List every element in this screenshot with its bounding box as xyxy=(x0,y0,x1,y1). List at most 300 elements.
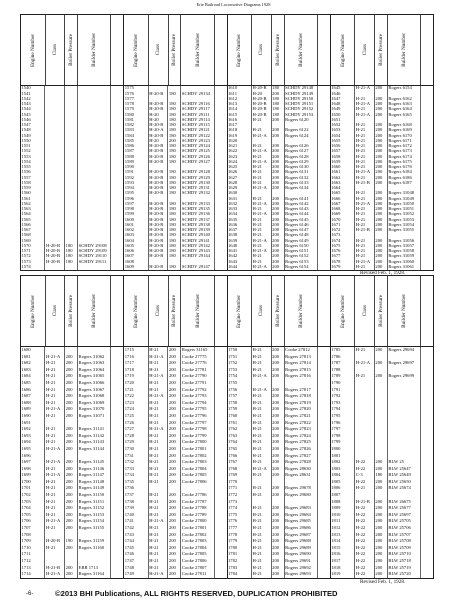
header-label: Class xyxy=(155,44,162,56)
builder-number-cell: Rogers 6169 xyxy=(388,128,421,133)
boiler-pressure-cell: 180 xyxy=(168,223,181,228)
class-cell: H-21 xyxy=(252,545,272,552)
class-cell: H-21 xyxy=(45,485,65,492)
header-label: Class xyxy=(361,44,368,56)
table-row xyxy=(21,518,123,525)
blank-cell xyxy=(421,406,433,413)
boiler-pressure-cell: 200 xyxy=(272,393,285,400)
class-cell: H-21 xyxy=(355,249,375,254)
builder-number-cell: BLW 25709 xyxy=(388,545,421,552)
engine-number-cell: 1662 xyxy=(331,175,355,180)
boiler-pressure-cell xyxy=(65,265,78,270)
boiler-pressure-cell: 200 xyxy=(272,154,285,159)
builder-number-cell: SCHDY 29135 xyxy=(181,207,214,212)
class-cell: H-21 xyxy=(252,367,272,374)
blank-cell xyxy=(111,459,123,466)
class-cell: H-21 xyxy=(149,446,169,453)
class-cell: H-21 xyxy=(149,512,169,519)
engine-number-cell: 1769 xyxy=(228,472,252,479)
engine-number-cell: 1660 xyxy=(331,165,355,170)
class-cell: H-21-A xyxy=(45,472,65,479)
class-cell xyxy=(355,420,375,427)
engine-number-cell: 1801 xyxy=(331,453,355,460)
boiler-pressure-cell: 200 xyxy=(65,472,78,479)
class-cell: H-20-B xyxy=(149,217,169,222)
class-cell: H-20-B xyxy=(149,238,169,243)
engine-number-cell: 1672 xyxy=(331,228,355,233)
builder-number-cell: Rogers 31141 xyxy=(78,426,111,433)
blank-cell xyxy=(421,479,433,486)
table-row xyxy=(124,532,226,539)
class-cell: H-21 xyxy=(355,223,375,228)
class-cell: H-21 xyxy=(252,259,272,264)
engine-number-cell: 1642 xyxy=(228,254,252,259)
builder-number-cell: Cooke 27804 xyxy=(181,545,214,552)
class-cell: H-21 xyxy=(45,367,65,374)
engine-number-cell: 1562 xyxy=(21,202,45,207)
class-cell: H-20-B xyxy=(149,228,169,233)
table-row xyxy=(331,439,433,446)
blank-cell xyxy=(111,472,123,479)
builder-number-cell: Rogers 31058 xyxy=(388,249,421,254)
table-row xyxy=(21,354,123,361)
builder-number-cell: Rogers 31054 xyxy=(388,223,421,228)
blank-cell xyxy=(215,499,227,506)
boiler-pressure-cell: 200 xyxy=(168,538,181,545)
boiler-pressure-cell xyxy=(65,558,78,565)
builder-number-cell: Cooke 27796 xyxy=(181,413,214,420)
boiler-pressure-cell: 200 xyxy=(375,191,388,196)
engine-number-cell: 1670 xyxy=(331,217,355,222)
blank-cell xyxy=(215,571,227,578)
builder-number-cell: BLW 25674 xyxy=(388,485,421,492)
boiler-pressure-cell: 200 xyxy=(272,233,285,238)
boiler-pressure-cell: 180 xyxy=(168,154,181,159)
class-cell: H-21 xyxy=(252,154,272,159)
engine-number-cell: 1757 xyxy=(228,393,252,400)
boiler-pressure-cell: 200 xyxy=(168,426,181,433)
class-cell: H-21 xyxy=(149,492,169,499)
header-label: Builder Number xyxy=(91,294,98,328)
boiler-pressure-cell: 200 xyxy=(375,551,388,558)
engine-number-cell: 1574 xyxy=(21,265,45,270)
class-cell: H-21 xyxy=(45,492,65,499)
builder-number-cell: Cooke 27792 xyxy=(181,387,214,394)
boiler-pressure-cell: 200 xyxy=(375,175,388,180)
builder-number-cell: Cooke 27805 xyxy=(181,472,214,479)
builder-number-cell: Rogers 29683 xyxy=(285,505,318,512)
class-cell: H-21 xyxy=(252,551,272,558)
boiler-pressure-cell: 200 xyxy=(168,499,181,506)
table-row xyxy=(331,565,433,572)
table-row xyxy=(124,558,226,565)
column-header-row xyxy=(21,276,123,347)
class-cell: H-21 xyxy=(355,149,375,154)
engine-number-cell: 1643 xyxy=(228,259,252,264)
builder-number-cell: Rogers 31063 xyxy=(78,360,111,367)
boiler-pressure-cell: 180 xyxy=(65,259,78,264)
boiler-pressure-cell: 200 xyxy=(375,532,388,539)
engine-number-cell: 1701 xyxy=(21,485,45,492)
builder-number-cell: SCHDY 29141 xyxy=(181,238,214,243)
table-row xyxy=(124,413,226,420)
builder-number-cell: Rogers 27819 xyxy=(285,400,318,407)
builder-number-cell: Cooke 27800 xyxy=(181,439,214,446)
boiler-pressure-cell: 200 xyxy=(272,551,285,558)
class-cell: H-20-B xyxy=(149,133,169,138)
boiler-pressure-cell: 200 xyxy=(375,223,388,228)
blank-header xyxy=(421,15,433,85)
class-cell: H-20-B xyxy=(149,223,169,228)
engine-number-cell: 1674 xyxy=(331,238,355,243)
boiler-pressure-cell xyxy=(375,446,388,453)
boiler-pressure-cell: 200 xyxy=(272,165,285,170)
engine-number-cell: 1589 xyxy=(124,160,148,165)
blank-cell xyxy=(421,387,433,394)
engine-number-cell: 1545 xyxy=(21,112,45,117)
class-cell: H-20-B xyxy=(149,102,169,107)
blank-cell xyxy=(318,439,330,446)
builder-number-header xyxy=(78,276,111,346)
table-row xyxy=(124,380,226,387)
boiler-pressure-cell: 180 xyxy=(272,112,285,117)
table-row xyxy=(21,406,123,413)
engine-number-cell: 1663 xyxy=(331,181,355,186)
class-cell: H-21-A xyxy=(45,571,65,578)
engine-number-cell: 1785 xyxy=(331,347,355,354)
blank-cell xyxy=(318,406,330,413)
class-cell: H-21-A xyxy=(252,238,272,243)
boiler-pressure-cell xyxy=(272,479,285,486)
builder-number-cell: Rogers 6143 xyxy=(285,207,318,212)
engine-number-cell: 1682 xyxy=(21,360,45,367)
blank-cell xyxy=(215,446,227,453)
class-cell: H-21-A xyxy=(252,160,272,165)
class-cell: H-20-B xyxy=(149,191,169,196)
class-cell: H-21 xyxy=(355,347,375,354)
table-row xyxy=(124,265,226,270)
class-cell: H-21-A xyxy=(252,186,272,191)
builder-number-cell: Rogers 6128 xyxy=(285,154,318,159)
builder-number-cell: Rogers 31057 xyxy=(388,244,421,249)
blank-cell xyxy=(318,571,330,578)
blank-cell xyxy=(111,373,123,380)
boiler-pressure-cell: 200 xyxy=(375,360,388,367)
engine-number-cell: 1655 xyxy=(331,139,355,144)
builder-number-cell: Rogers 6120 xyxy=(285,118,318,123)
engine-number-cell: 1802 xyxy=(331,459,355,466)
blank-cell xyxy=(111,518,123,525)
blank-cell xyxy=(318,367,330,374)
table-row xyxy=(331,485,433,492)
class-cell: H-21 xyxy=(149,532,169,539)
blank-cell xyxy=(111,426,123,433)
table-row xyxy=(228,354,330,361)
builder-number-cell: SCHDY 29134 xyxy=(181,91,214,96)
column-group xyxy=(331,276,433,578)
table-row xyxy=(21,565,123,572)
engine-number-cell: 1556 xyxy=(21,170,45,175)
table-row xyxy=(228,505,330,512)
builder-number-cell xyxy=(78,558,111,565)
engine-number-cell: 1593 xyxy=(124,181,148,186)
blank-cell xyxy=(215,518,227,525)
builder-number-cell xyxy=(285,380,318,387)
boiler-pressure-cell: 200 xyxy=(272,485,285,492)
class-cell: H-22 xyxy=(355,558,375,565)
column-group xyxy=(21,276,124,578)
boiler-pressure-cell: 200 xyxy=(168,551,181,558)
engine-number-cell: 1705 xyxy=(21,512,45,519)
class-cell: H-21 xyxy=(252,525,272,532)
boiler-pressure-cell xyxy=(375,420,388,427)
table-row xyxy=(228,406,330,413)
boiler-pressure-cell: 200 xyxy=(168,492,181,499)
builder-number-cell: Rogers 27813 xyxy=(285,354,318,361)
builder-number-cell: Rogers 6170 xyxy=(388,133,421,138)
boiler-pressure-cell: 180 xyxy=(168,128,181,133)
table-row xyxy=(228,545,330,552)
builder-number-cell: SCHDY 29130 xyxy=(181,181,214,186)
blank-cell xyxy=(215,558,227,565)
header-label: Boiler Pressure xyxy=(377,295,384,327)
class-cell: H-22 xyxy=(355,518,375,525)
boiler-pressure-cell: 200 xyxy=(65,565,78,572)
builder-number-cell: Rogers 29697 xyxy=(388,360,421,367)
header-label: Builder Number xyxy=(401,294,407,328)
boiler-pressure-cell: 180 xyxy=(168,107,181,112)
blank-cell xyxy=(421,360,433,367)
engine-number-cell: 1694 xyxy=(21,439,45,446)
table-row xyxy=(228,532,330,539)
header-label: Engine Number xyxy=(339,294,346,328)
table-row xyxy=(21,265,123,270)
builder-number-cell: Rogers 27823 xyxy=(285,426,318,433)
table-row xyxy=(21,545,123,552)
boiler-pressure-cell: 180 xyxy=(168,254,181,259)
builder-number-cell: Rogers 29691 xyxy=(285,558,318,565)
blank-cell xyxy=(318,426,330,433)
builder-number-cell: Rogers 31048 xyxy=(388,191,421,196)
boiler-pressure-cell: 200 xyxy=(65,360,78,367)
boiler-pressure-cell xyxy=(65,347,78,354)
boiler-pressure-cell: 200 xyxy=(65,373,78,380)
boiler-pressure-cell xyxy=(272,499,285,506)
class-header xyxy=(46,15,66,85)
builder-number-cell: Rogers 6122 xyxy=(285,128,318,133)
builder-number-cell: SCHDY 29149 xyxy=(285,91,318,96)
blank-cell xyxy=(111,406,123,413)
boiler-pressure-cell: 200 xyxy=(375,373,388,380)
boiler-pressure-cell: 200 xyxy=(65,512,78,519)
builder-number-cell: Cooke 27799 xyxy=(181,433,214,440)
engine-number-cell: 1754 xyxy=(228,373,252,380)
engine-number-cell: 1777 xyxy=(228,525,252,532)
engine-number-cell: 1673 xyxy=(331,233,355,238)
class-cell: H-21 xyxy=(252,433,272,440)
engine-number-cell: 1665 xyxy=(331,191,355,196)
engine-number-cell: 1748 xyxy=(124,565,148,572)
builder-number-cell: BLW 25697 xyxy=(388,512,421,519)
builder-number-cell: Rogers 6154 xyxy=(285,265,318,270)
boiler-pressure-cell: 180 xyxy=(168,191,181,196)
blank-cell xyxy=(111,492,123,499)
class-cell: H-21 xyxy=(252,393,272,400)
class-cell: H-21 xyxy=(252,400,272,407)
engine-number-cell: 1661 xyxy=(331,170,355,175)
class-cell: H-21 xyxy=(355,238,375,243)
boiler-pressure-header xyxy=(169,276,182,346)
class-cell xyxy=(252,479,272,486)
blank-header xyxy=(318,15,330,85)
class-cell: H-21 xyxy=(252,439,272,446)
engine-number-cell: 1623 xyxy=(228,154,252,159)
builder-number-cell: SCHDY 29129 xyxy=(181,175,214,180)
class-cell: H-21 xyxy=(355,191,375,196)
class-cell: H-21 xyxy=(355,207,375,212)
engine-number-cell: 1699 xyxy=(21,472,45,479)
table-row xyxy=(21,420,123,427)
engine-number-cell: 1548 xyxy=(21,128,45,133)
table-row xyxy=(124,400,226,407)
column-header-row xyxy=(331,276,433,347)
table-row xyxy=(228,426,330,433)
class-cell: H-20-B xyxy=(252,107,272,112)
builder-number-cell: Rogers 6151 xyxy=(285,249,318,254)
engine-number-cell: 1704 xyxy=(21,505,45,512)
engine-number-cell: 1761 xyxy=(228,420,252,427)
builder-number-cell: Cooke 27807 xyxy=(181,565,214,572)
engine-number-cell: 1724 xyxy=(124,406,148,413)
class-cell: H-22 xyxy=(355,565,375,572)
boiler-pressure-cell: 200 xyxy=(168,453,181,460)
builder-number-cell xyxy=(388,439,421,446)
class-cell: H-21 xyxy=(45,393,65,400)
class-cell: H-21-A xyxy=(45,446,65,453)
builder-number-cell: Rogers 31148 xyxy=(78,479,111,486)
boiler-pressure-cell: 200 xyxy=(375,265,388,270)
engine-number-cell: 1817 xyxy=(331,558,355,565)
blank-cell xyxy=(421,380,433,387)
table-row xyxy=(331,373,433,380)
class-cell xyxy=(45,453,65,460)
table-row xyxy=(228,466,330,473)
boiler-pressure-cell: 180 xyxy=(168,112,181,117)
blank-cell xyxy=(215,532,227,539)
header-label: Builder Number xyxy=(91,33,98,67)
blank-cell xyxy=(318,400,330,407)
boiler-pressure-cell xyxy=(375,426,388,433)
engine-number-cell: 1588 xyxy=(124,154,148,159)
column-header-row xyxy=(228,276,330,347)
boiler-pressure-cell: 200 xyxy=(272,128,285,133)
header-label: Engine Number xyxy=(236,33,243,67)
builder-number-cell: Cooke 27804 xyxy=(181,466,214,473)
boiler-pressure-cell: 200 xyxy=(272,144,285,149)
builder-number-cell: SCHDY 29117 xyxy=(181,107,214,112)
boiler-pressure-cell: 200 xyxy=(272,446,285,453)
engine-number-cell: 1603 xyxy=(124,233,148,238)
table-row xyxy=(228,433,330,440)
blank-cell xyxy=(318,538,330,545)
class-cell: H-21 xyxy=(355,254,375,259)
engine-number-cell: 1615 xyxy=(228,112,252,117)
builder-number-cell: Rogers 31068 xyxy=(78,393,111,400)
class-cell: H-21 xyxy=(149,406,169,413)
boiler-pressure-cell: 180 xyxy=(168,181,181,186)
class-cell: H-21-A xyxy=(252,466,272,473)
table-row xyxy=(21,551,123,558)
boiler-pressure-cell: 200 xyxy=(375,149,388,154)
engine-number-cell: 1644 xyxy=(228,265,252,270)
class-cell: H-21 xyxy=(252,420,272,427)
class-cell: H-21 xyxy=(355,128,375,133)
table-row xyxy=(228,446,330,453)
class-cell: H-20-B xyxy=(149,254,169,259)
engine-number-cell: 1755 xyxy=(228,380,252,387)
boiler-pressure-cell xyxy=(375,393,388,400)
class-cell: H-20-B xyxy=(252,102,272,107)
engine-number-cell: 1640 xyxy=(228,244,252,249)
engine-number-cell: 1715 xyxy=(124,347,148,354)
builder-number-cell: Rogers 27827 xyxy=(285,453,318,460)
table-row xyxy=(124,420,226,427)
builder-number-cell: Rogers 31154 xyxy=(78,518,111,525)
blank-cell xyxy=(318,518,330,525)
builder-number-cell: BLW 25677 xyxy=(388,505,421,512)
header-label: Class xyxy=(258,44,265,56)
table-row xyxy=(21,373,123,380)
builder-number-cell: Rogers 6162 xyxy=(388,97,421,102)
engine-number-cell: 1582 xyxy=(124,123,148,128)
boiler-pressure-cell: 180 xyxy=(168,233,181,238)
class-cell: H-21 xyxy=(149,387,169,394)
builder-number-cell: SCHDY 29151 xyxy=(285,102,318,107)
engine-table-top xyxy=(20,14,434,271)
builder-number-cell: Cooke 27781 xyxy=(181,367,214,374)
boiler-pressure-cell: 200 xyxy=(65,413,78,420)
boiler-pressure-header xyxy=(169,15,182,85)
class-cell: H-21 xyxy=(355,123,375,128)
class-cell: H-21-A xyxy=(149,393,169,400)
builder-number-cell: Rogers 31065 xyxy=(78,373,111,380)
engine-number-cell: 1750 xyxy=(228,347,252,354)
builder-number-cell: Cooke 27805 xyxy=(181,551,214,558)
boiler-pressure-cell: 200 xyxy=(375,238,388,243)
column-group xyxy=(331,15,433,270)
boiler-pressure-cell: 200 xyxy=(272,387,285,394)
class-cell: H-20-B xyxy=(149,212,169,217)
boiler-pressure-cell: 200 xyxy=(375,123,388,128)
boiler-pressure-cell: 200 xyxy=(65,505,78,512)
header-label: Builder Number xyxy=(194,33,201,67)
class-cell: H-21 xyxy=(252,413,272,420)
table-row xyxy=(331,551,433,558)
boiler-pressure-cell: 200 xyxy=(375,212,388,217)
class-cell: H-21 xyxy=(149,420,169,427)
blank-cell xyxy=(215,492,227,499)
header-label: Boiler Pressure xyxy=(68,295,75,327)
blank-cell xyxy=(421,426,433,433)
builder-number-cell: Cooke 27787 xyxy=(181,499,214,506)
class-cell: H-21-A xyxy=(45,459,65,466)
boiler-pressure-cell: 200 xyxy=(272,439,285,446)
class-cell: H-20-B xyxy=(45,244,65,249)
class-cell: H-20-B xyxy=(149,181,169,186)
class-cell: H-21-A xyxy=(252,133,272,138)
engine-number-cell: 1675 xyxy=(331,244,355,249)
table-row xyxy=(331,459,433,466)
